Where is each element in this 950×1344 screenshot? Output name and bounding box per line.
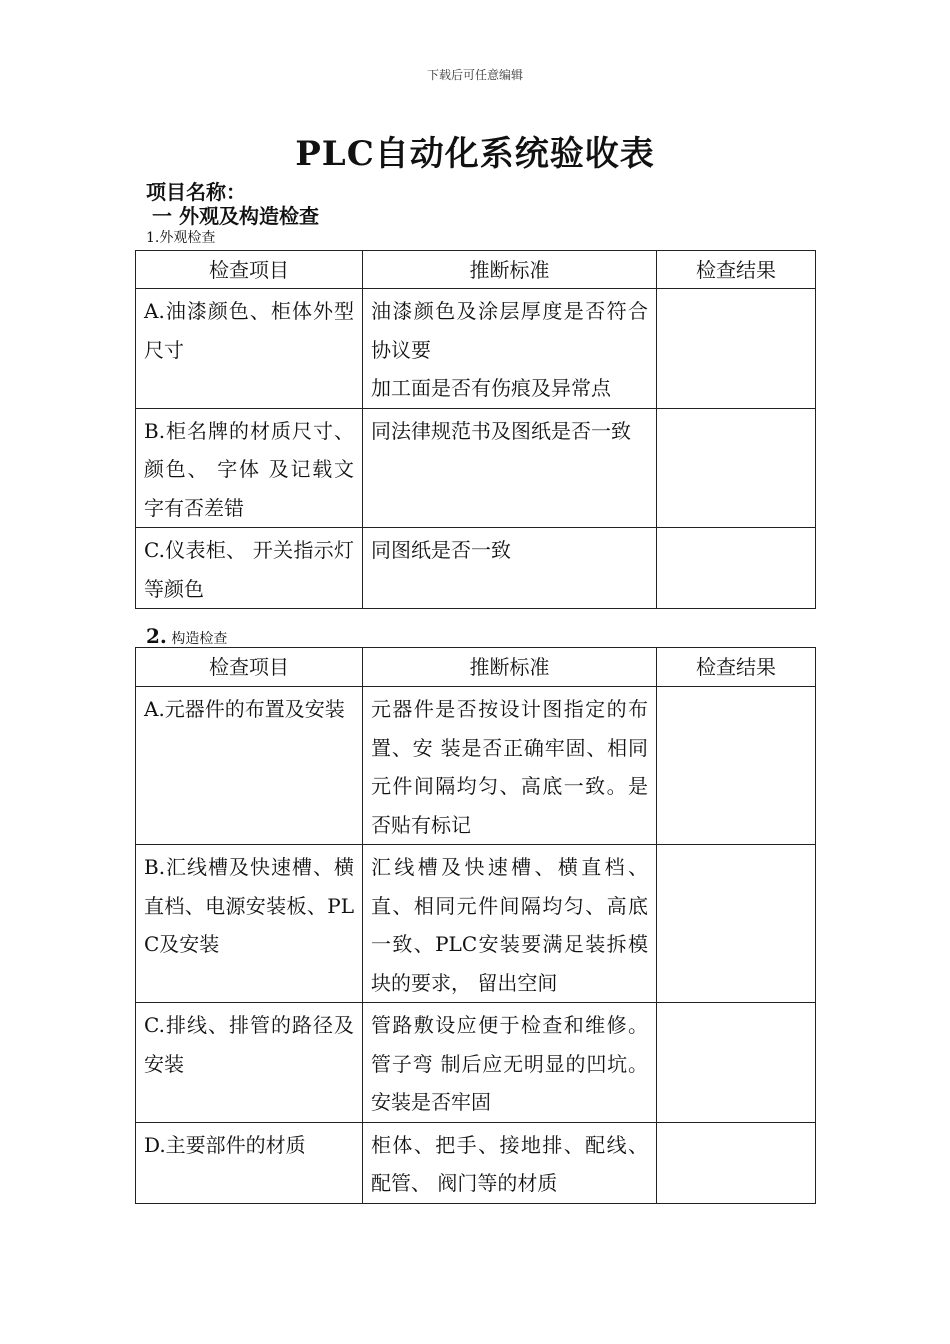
- table-row: [136, 408, 816, 528]
- result-cell[interactable]: [657, 289, 816, 409]
- structure-check-table: [135, 647, 816, 1204]
- check-item-cell: B.汇线槽及快速槽、横直档、电源安装板、PLC及安装: [136, 845, 363, 1003]
- table-row: [136, 1122, 816, 1203]
- check-item-cell: B.柜名牌的材质尺寸、颜色、 字体 及记载文字有否差错: [136, 408, 363, 528]
- check-item-cell: C.排线、排管的路径及安装: [136, 1003, 363, 1123]
- result-cell[interactable]: [657, 1122, 816, 1203]
- column-header-result: 检查结果: [657, 251, 816, 289]
- subsection-text: 构造检查: [166, 631, 228, 647]
- result-cell[interactable]: [657, 687, 816, 845]
- standard-text: 油漆颜色及涂层厚度是否符合协议要: [371, 299, 648, 362]
- table-row: [136, 528, 816, 609]
- column-header-standard: 推断标准: [363, 251, 657, 289]
- page-title: PLC自动化系统验收表: [295, 134, 655, 174]
- table-row: [136, 687, 816, 845]
- result-cell[interactable]: [657, 1003, 816, 1123]
- subsection-heading-appearance: 1.外观检查: [146, 230, 216, 246]
- appearance-check-table: [135, 250, 816, 609]
- check-item-cell: A.油漆颜色、柜体外型尺寸: [136, 289, 363, 409]
- section-heading: 一 外观及构造检查: [152, 204, 319, 228]
- standard-text-2: 加工面是否有伤痕及异常点: [371, 376, 611, 400]
- standard-cell: 同图纸是否一致: [363, 528, 657, 609]
- table-row: [136, 845, 816, 1003]
- project-name-label: 项目名称：: [146, 180, 246, 204]
- subsection-number: 2.: [146, 624, 167, 648]
- standard-cell: 柜体、把手、接地排、配线、配管、 阀门等的材质: [363, 1122, 657, 1203]
- standard-cell: 元器件是否按设计图指定的布置、安 装是否正确牢固、相同元件间隔均匀、高底一致。是否贴有标记: [363, 687, 657, 845]
- standard-cell: 汇线槽及快速槽、横直档、直、相同元件间隔均匀、高底一致、PLC安装要满足装拆模块的要求， 留出空间: [363, 845, 657, 1003]
- result-cell[interactable]: [657, 845, 816, 1003]
- standard-cell: 同法律规范书及图纸是否一致: [363, 408, 657, 528]
- check-item-cell: D.主要部件的材质: [136, 1122, 363, 1203]
- standard-cell: 管路敷设应便于检查和维修。管子弯 制后应无明显的凹坑。安装是否牢固: [363, 1003, 657, 1123]
- table-row: [136, 289, 816, 409]
- standard-cell: [363, 289, 657, 409]
- table-header-row: [136, 648, 816, 687]
- table-header-row: [136, 251, 816, 289]
- subsection-heading-structure: [146, 624, 227, 648]
- header-note: 下载后可任意编辑: [426, 68, 523, 82]
- check-item-cell: C.仪表柜、 开关指示灯等颜色: [136, 528, 363, 609]
- column-header-standard: 推断标准: [363, 648, 657, 687]
- column-header-item: 检查项目: [136, 251, 363, 289]
- check-item-cell: A.元器件的布置及安装: [136, 687, 363, 845]
- table-row: [136, 1003, 816, 1123]
- column-header-item: 检查项目: [136, 648, 363, 687]
- result-cell[interactable]: [657, 408, 816, 528]
- result-cell[interactable]: [657, 528, 816, 609]
- column-header-result: 检查结果: [657, 648, 816, 687]
